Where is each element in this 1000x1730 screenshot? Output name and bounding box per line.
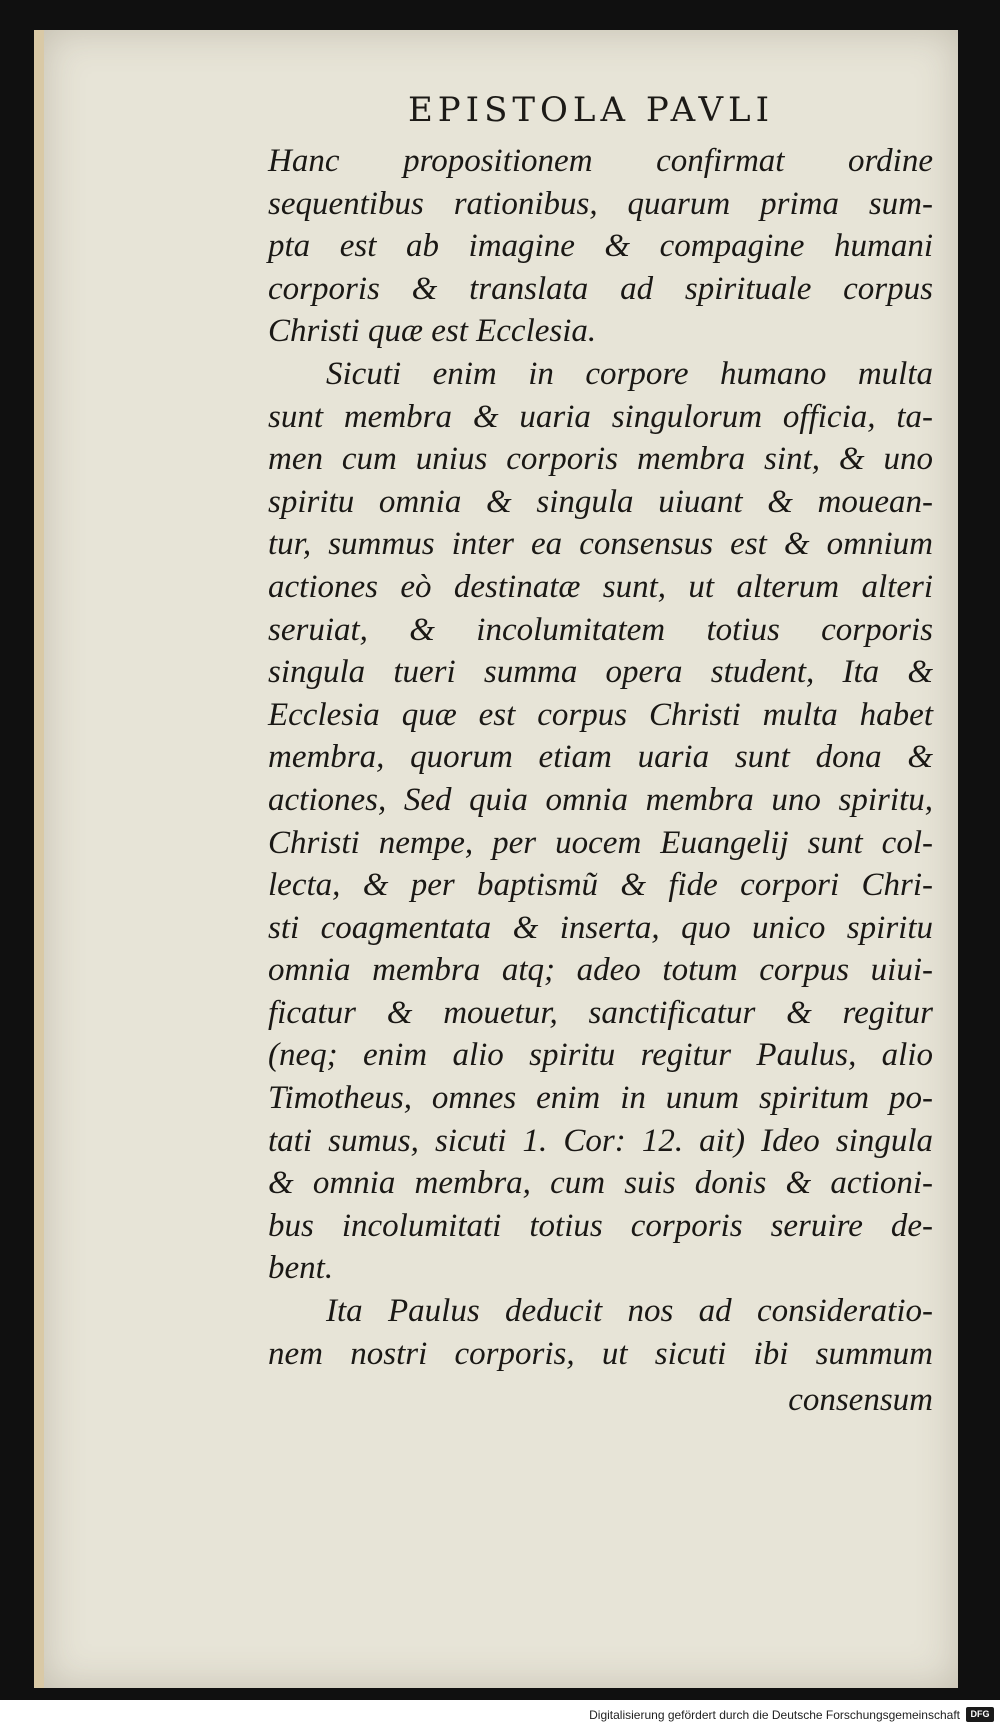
text-line: omnia membra atq; adeo totum corpus uiui- [268,952,933,989]
text-line: Ita Paulus deducit nos ad consideratio- [326,1293,933,1330]
text-line: ficatur & mouetur, sanctificatur & regitur [268,994,933,1031]
funding-credit: Digitalisierung gefördert durch die Deutsche Forschungsgemeinschaft [589,1708,960,1722]
text-line: Timotheus, omnes enim in unum spiritum po- [268,1080,933,1117]
text-line: Ecclesia quæ est corpus Christi multa habet [268,696,933,733]
text-line: spiritu omnia & singula uiuant & mouean- [268,483,933,520]
text-line: Christi nempe, per uocem Euangelij sunt col- [268,824,933,861]
text-line: (neq; enim alio spiritu regitur Paulus, alio [268,1037,933,1074]
text-line: men cum unius corporis membra sint, & uno [268,441,933,478]
text-line: sequentibus rationibus, quarum prima sum- [268,185,933,222]
text-line: membra, quorum etiam uaria sunt dona & [268,739,933,776]
text-line: pta est ab imagine & compagine humani [268,228,933,265]
text-line: seruiat, & incolumitatem totius corporis [268,611,933,648]
catchword: consensum [788,1382,933,1418]
text-line: sunt membra & uaria singulorum officia, ta- [268,398,933,435]
text-line: corporis & translata ad spirituale corpus [268,270,933,307]
body-text [268,140,933,1375]
text-line: sti coagmentata & inserta, quo unico spiritu [268,909,933,946]
text-line: tati sumus, sicuti 1. Cor: 12. ait) Ideo singula [268,1122,933,1159]
text-line: & omnia membra, cum suis donis & actioni- [268,1165,933,1202]
text-line: Hanc propositionem confirmat ordine [268,143,933,179]
text-line: actiones, Sed quia omnia membra uno spiritu, [268,781,933,818]
text-line: singula tueri summa opera student, Ita & [268,654,933,691]
text-line: Sicuti enim in corpore humano multa [326,355,933,392]
text-line: lecta, & per baptismũ & fide corpori Chri- [268,867,933,904]
footer-bar [0,1700,1000,1730]
running-head: EPISTOLA PAVLI [407,90,775,130]
text-line: tur, summus inter ea consensus est & omnium [268,526,933,563]
text-line: actiones eò destinatæ sunt, ut alterum alteri [268,568,933,605]
text-line: Christi quæ est Ecclesia. [268,313,597,350]
text-line: bent. [268,1250,334,1287]
text-line: bus incolumitati totius corporis seruire de- [268,1207,933,1244]
dfg-logo-icon: DFG [966,1707,994,1722]
text-line: nem nostri corporis, ut sicuti ibi summum [268,1335,933,1372]
